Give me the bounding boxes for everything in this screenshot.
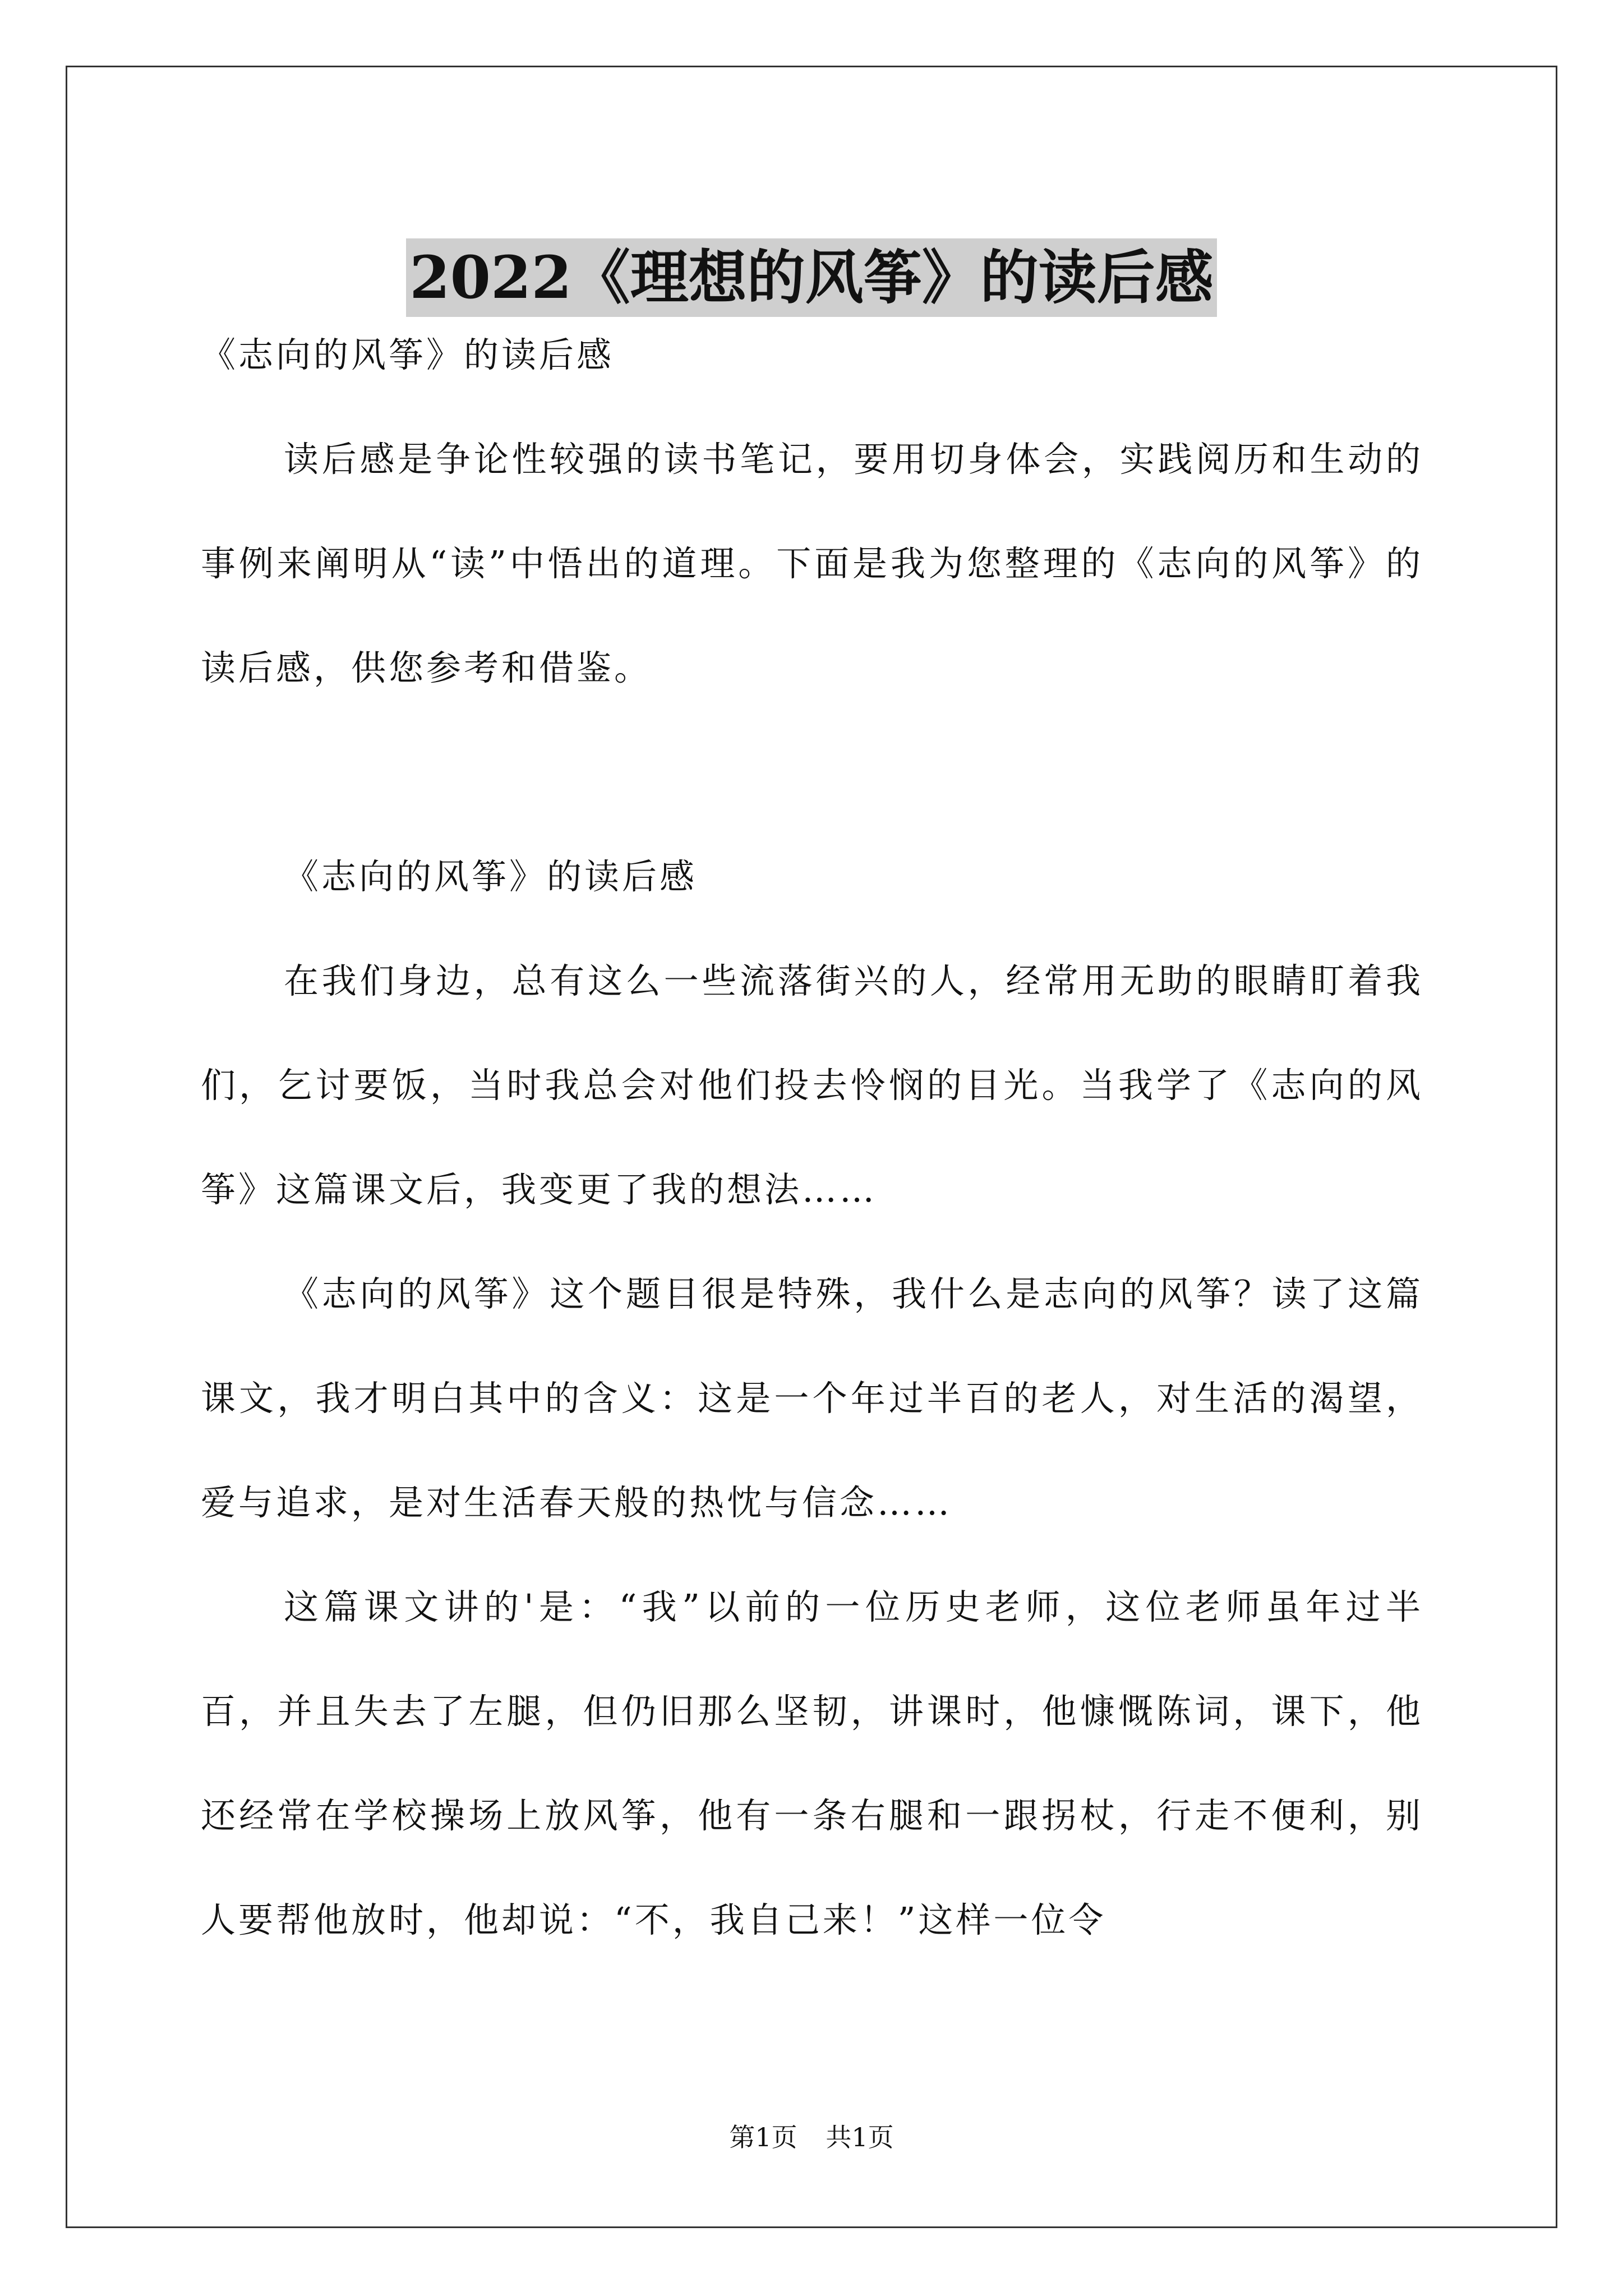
page-number: 第1页: [729, 2122, 797, 2152]
page-total: 共1页: [826, 2122, 894, 2152]
document-title: 2022《理想的风筝》的读后感: [406, 238, 1216, 317]
blank-line: [201, 720, 1423, 825]
body-paragraph: 《志向的风筝》这个题目很是特殊，我什么是志向的风筝？读了这篇课文，我才明白其中的含义：这是一个年过半百的老人，对生活的渴望，爱与追求，是对生活春天般的热忱与信念……: [201, 1273, 1423, 1523]
section-heading: 《志向的风筝》的读后感: [284, 856, 698, 897]
intro-paragraph: 读后感是争论性较强的读书笔记，要用切身体会，实践阅历和生动的事例来阐明从“读”中悟出的道理。下面是我为您整理的《志向的风筝》的读后感，供您参考和借鉴。: [201, 439, 1423, 688]
body-paragraph: 在我们身边，总有这么一些流落街兴的人，经常用无助的眼睛盯着我们，乞讨要饭，当时我总会对他们投去怜悯的目光。当我学了《志向的风筝》这篇课文后，我变更了我的想法……: [201, 960, 1423, 1210]
document-body: [201, 303, 1423, 1972]
subtitle-line: 《志向的风筝》的读后感: [201, 334, 615, 375]
body-paragraph: 这篇课文讲的'是：“我”以前的一位历史老师，这位老师虽年过半百，并且失去了左腿，但仍旧那么坚韧，讲课时，他慷慨陈词，课下，他还经常在学校操场上放风筝，他有一条右腿和一跟拐杖，行走不便利，别人要帮他放时，他却说：“不，我自己来！”这样一位令: [201, 1586, 1423, 1940]
page-footer: [0, 2120, 1623, 2154]
